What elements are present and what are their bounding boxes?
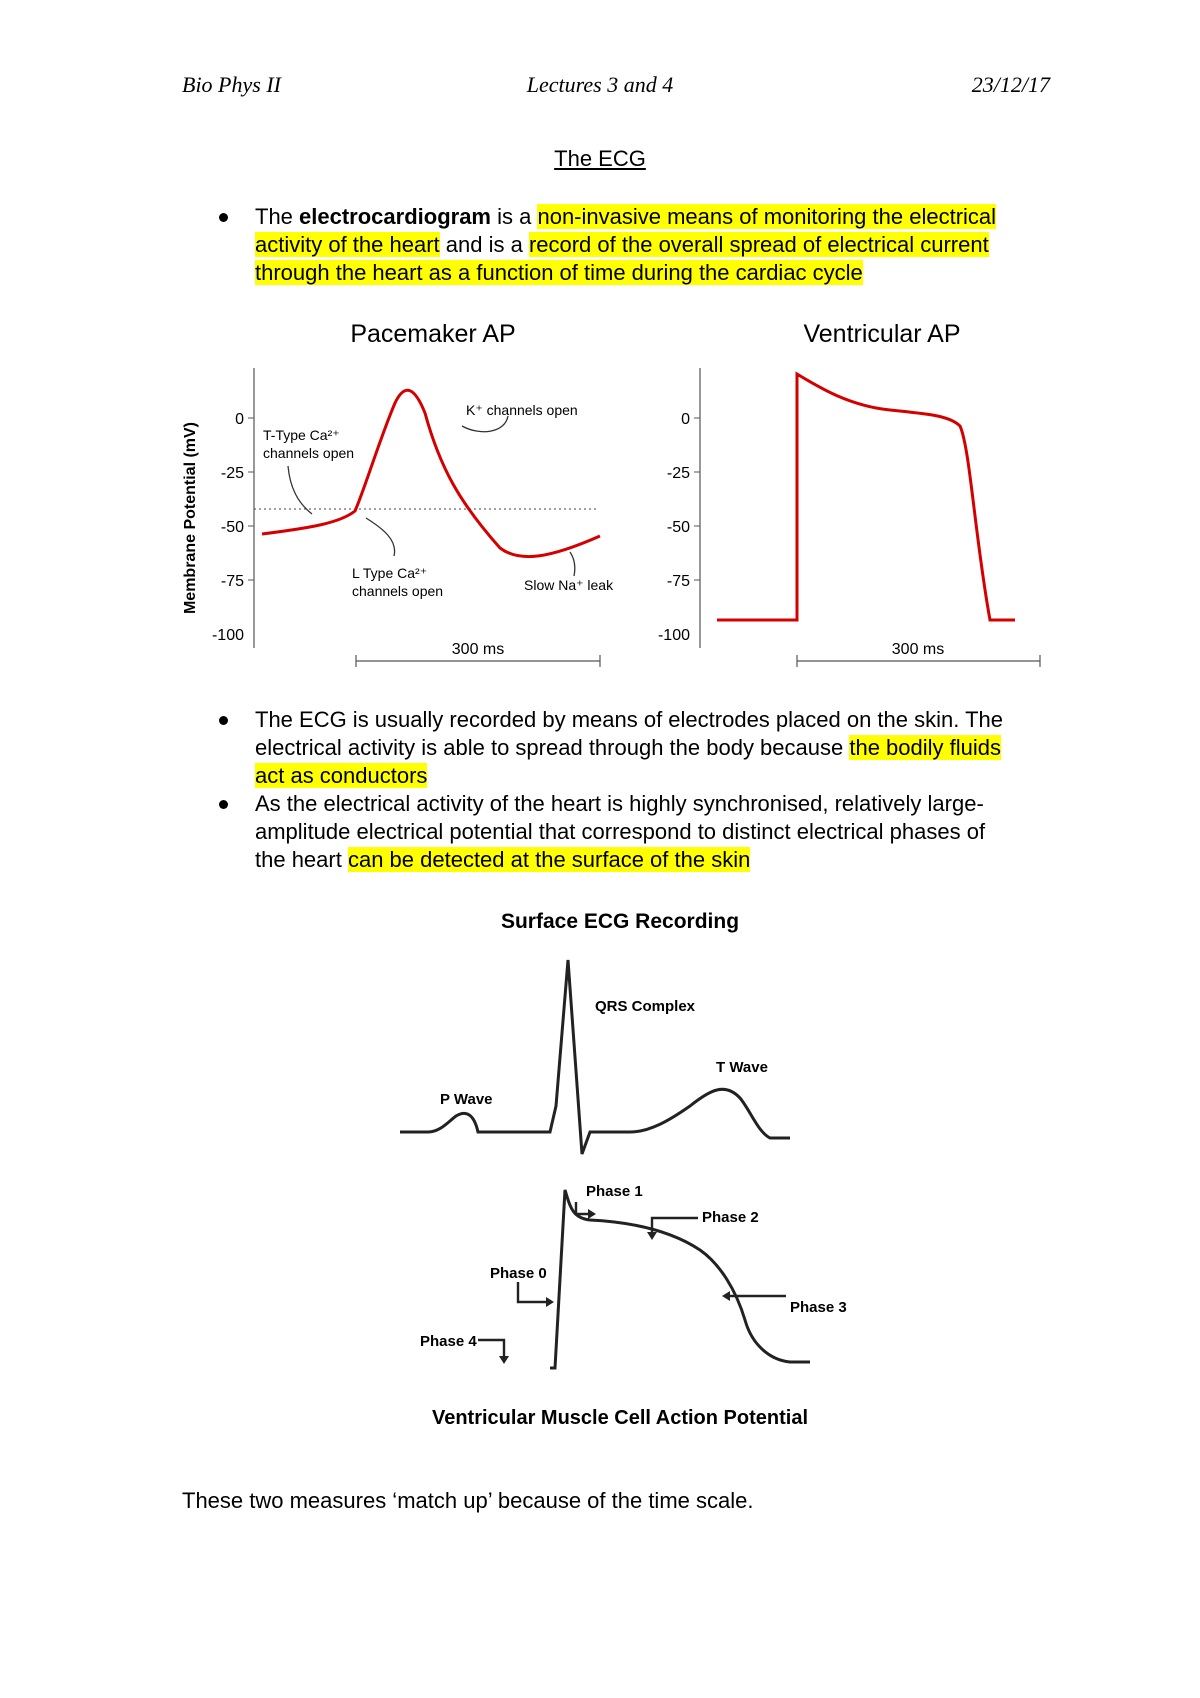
tick-label: -50	[666, 519, 690, 536]
highlight-text: non-invasive means of monitoring the electrical activity of the heart	[255, 204, 997, 257]
phase2-label: Phase 2	[702, 1209, 759, 1226]
bullet-dot	[219, 800, 228, 809]
footer-note: These two measures ‘match up’ because of the time scale.	[182, 1488, 754, 1513]
phase1-label: Phase 1	[586, 1183, 643, 1200]
phase4-label: Phase 4	[420, 1333, 477, 1350]
tick-label: -25	[220, 465, 244, 482]
tick-label: -50	[220, 519, 244, 536]
bullet-synchronised: As the electrical activity of the heart is highly synchronised, relatively large-amplitude electrical potential that correspond to distinct electrical phases of the heart can be detected at the surface of the skin	[255, 790, 1015, 874]
tick-label: -100	[657, 627, 690, 644]
phase3-label: Phase 3	[790, 1299, 847, 1316]
ecg-trace	[400, 960, 790, 1154]
scale-label-left: 300 ms	[451, 641, 505, 658]
bullet-ecg-definition: The electrocardiogram is a non-invasive means of monitoring the electrical activity of the heart and is a record of the overall spread of electrical current through the heart as a function of time during the cardiac cycle	[255, 203, 1015, 287]
annotation-ttype: T-Type Ca²⁺	[263, 427, 340, 443]
annotation-ttype-2: channels open	[263, 445, 355, 461]
tick-label: 0	[235, 411, 244, 428]
highlight-text: record of the overall spread of electrical current through the heart as a function of time during the cardiac cycle	[255, 232, 989, 285]
annotation-ltype: L Type Ca²⁺	[352, 565, 428, 581]
ecg-title: Surface ECG Recording	[500, 910, 740, 933]
bullet-dot	[219, 716, 228, 725]
ventricular-curve	[717, 374, 1015, 620]
pacemaker-ap-title: Pacemaker AP	[350, 320, 516, 348]
arrow-ttype	[288, 466, 312, 514]
header-lectures: Lectures 3 and 4	[526, 72, 674, 97]
bullet-electrodes: The ECG is usually recorded by means of electrodes placed on the skin. The electrical activity is able to spread through the body because the bodily fluids act as conductors	[255, 706, 1015, 790]
annotation-ltype-2: channels open	[352, 583, 444, 599]
highlight-text: the bodily fluids act as conductors	[255, 735, 1001, 788]
arrow-phase0	[518, 1282, 548, 1302]
ventricular-ap-title: Ventricular AP	[803, 320, 961, 348]
page-title: The ECG	[554, 146, 646, 171]
header-date: 23/12/17	[971, 72, 1050, 97]
t-wave-label: T Wave	[716, 1059, 768, 1076]
term-electrocardiogram: electrocardiogram	[299, 204, 491, 229]
y-axis-label: Membrane Potential (mV)	[182, 421, 199, 615]
header-course: Bio Phys II	[182, 72, 281, 97]
ap-title: Ventricular Muscle Cell Action Potential	[431, 1407, 809, 1429]
tick-label: -25	[666, 465, 690, 482]
tick-label: -100	[211, 627, 244, 644]
annotation-na-leak: Slow Na⁺ leak	[524, 577, 614, 593]
surface-ecg-figure	[390, 900, 870, 1430]
tick-label: -75	[666, 573, 690, 590]
arrow-na	[570, 552, 575, 576]
arrow-ltype	[366, 518, 395, 556]
annotation-k-channels: K⁺ channels open	[466, 402, 578, 418]
phase0-label: Phase 0	[490, 1265, 547, 1282]
highlight-text: can be detected at the surface of the skin	[347, 847, 751, 872]
arrow-k	[462, 416, 508, 432]
qrs-label: QRS Complex	[595, 998, 696, 1015]
tick-label: -75	[220, 573, 244, 590]
scale-label-right: 300 ms	[891, 641, 945, 658]
bullet-dot	[219, 213, 228, 222]
arrow-phase4	[478, 1340, 504, 1358]
action-potential-figure	[170, 318, 1060, 678]
p-wave-label: P Wave	[440, 1091, 493, 1108]
tick-label: 0	[681, 411, 690, 428]
